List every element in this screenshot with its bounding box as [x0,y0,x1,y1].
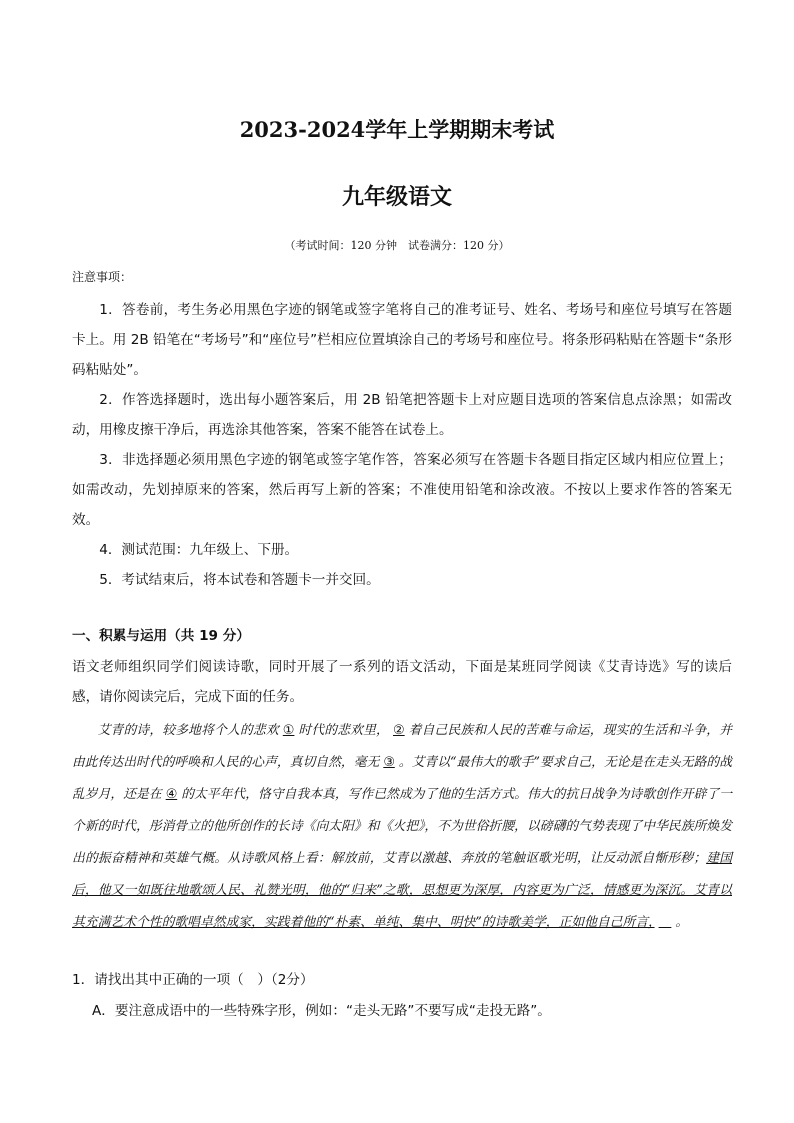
passage-text: 着自己民族和人民的苦难与命运，现实的生活和斗争，并由此传达出时代的呼唤和人民的心声，真切自然，毫无 [72,723,733,770]
note-item: 3．非选择题必须用黑色字迹的钢笔或签字笔作答，答案必须写在答题卡各题目指定区域内相应位置上；如需改动，先划掉原来的答案，然后再写上新的答案；不准使用铅笔和涂改液。不按以上要求作答的答案无效。 [72,452,732,528]
notes-list [72,295,732,595]
underlined-sentence: 建国后，他又一如既往地歌颂人民、礼赞光明，他的“归来”之歌，思想更为深厚，内容更为广泛，情感更为深沉。艾青以其充满艺术个性的歌唱卓然成家，实践着他的“朴素、单纯、集中、明快”的诗歌美学，正如他自己所言， [72,851,733,930]
blank-3: ③ [383,755,395,770]
exam-title: 2023-2024学年上学期期末考试 [239,117,555,142]
note-item: 2．作答选择题时，选出每小题答案后，用 2B 铅笔把答题卡上对应题目选项的答案信息点涂黑；如需改动，用橡皮擦干净后，再选涂其他答案，答案不能答在试卷上。 [72,392,732,438]
exam-subject: 九年级语文 [341,184,452,210]
reading-passage [72,715,732,939]
passage-text: 。 [675,915,689,930]
blank-1: ① [282,723,295,738]
passage-text: 的太平年代，恪守自我本真，写作已然成为了他的生活方式。伟大的抗日战争为诗歌创作开辟了一个新的时代，彤消骨立的他所创作的长诗《向太阳》和《火把》，不为世俗折腰，以磅礴的气势表现了中华民族所焕发出的振奋精神和英雄气概。从诗歌风格上看：解放前，艾青以激越、奔放的笔触讴歌光明，让反动派自惭形秽； [72,787,733,866]
section-heading: 一、积累与运用（共 19 分） [72,628,250,644]
question-1-option-a: A．要注意成语中的一些特殊字形，例如：“走头无路”不要写成“走投无路”。 [92,1003,551,1019]
passage-text: 时代的悲欢里， [298,723,389,738]
question-1: 1．请找出其中正确的一项（ ）（2分） [72,972,314,988]
exam-info: （考试时间：120 分钟 试卷满分：120 分） [284,239,510,252]
passage-text: 。艾青以“最伟大的歌手”要求自己，无论是在走头无路的战乱岁月，还是在 [72,755,732,802]
notes-heading: 注意事项： [72,270,133,284]
note-item: 4．测试范围：九年级上、下册。 [99,542,299,558]
blank-2: ② [393,723,405,738]
note-item: 1．答卷前，考生务必用黑色字迹的钢笔或签字笔将自己的准考证号、姓名、考场号和座位号填写在答题卡上。用 2B 铅笔在“考场号”和“座位号”栏相应位置填涂自己的考场号和座位号。将条形码粘贴在答题卡“条形码粘贴处”。 [72,302,732,378]
passage-text: 艾青的诗，较多地将个人的悲欢 [97,723,279,738]
note-item: 5．考试结束后，将本试卷和答题卡一并交回。 [99,572,380,588]
blank-end [655,915,676,930]
blank-4: ④ [165,787,178,802]
section-intro: 语文老师组织同学们阅读诗歌，同时开展了一系列的语文活动，下面是某班同学阅读《艾青诗选》写的读后感，请你阅读完后，完成下面的任务。 [72,659,732,705]
